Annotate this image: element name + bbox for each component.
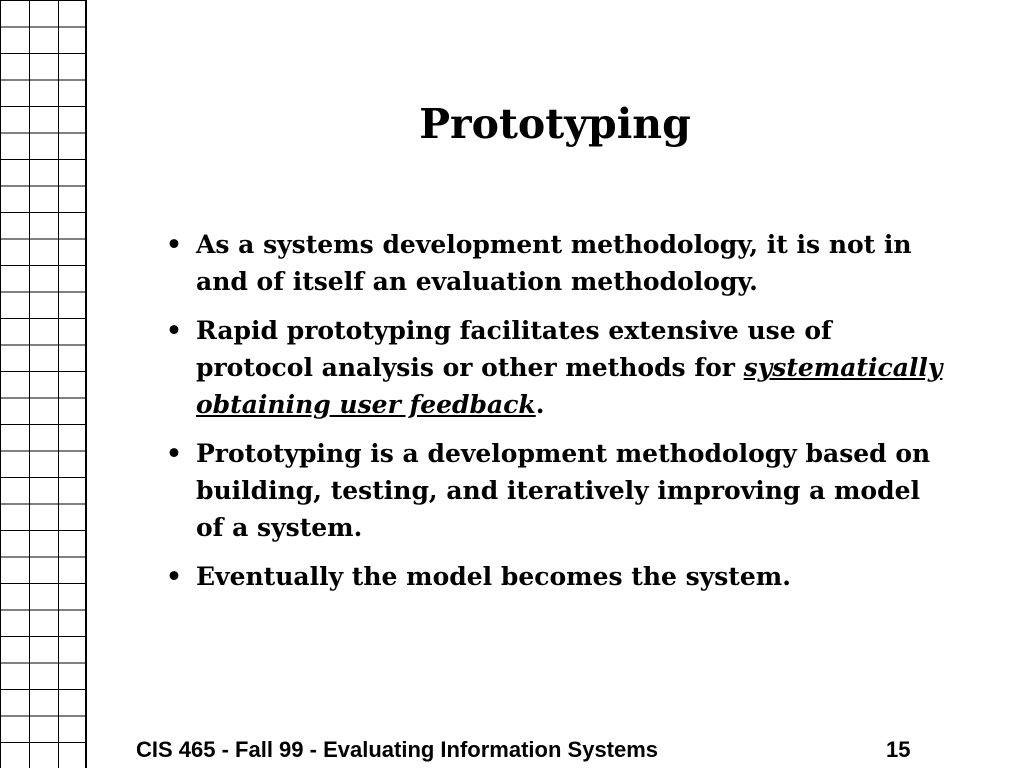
bullet-item-1 [164, 226, 954, 300]
bullet-icon: • [166, 562, 182, 591]
decorative-grid-strip [0, 0, 86, 768]
bullet-text: As a systems development methodology, it is not in and of itself an evaluation methodology. [196, 230, 912, 296]
bullet-item-3 [164, 435, 954, 546]
slide-title: Prototyping [419, 100, 691, 148]
bullet-text: Prototyping is a development methodology based on building, testing, and iteratively improving a model of a system. [196, 439, 931, 542]
bullet-item-2 [164, 312, 954, 423]
bullet-text: Eventually the model becomes the system. [196, 562, 791, 591]
bullet-icon: • [166, 439, 182, 468]
bullet-item-4 [164, 558, 954, 595]
bullet-text: Rapid prototyping facilitates extensive use of protocol analysis or other methods for [196, 316, 832, 382]
bullet-text-end: . [535, 390, 545, 419]
bullet-icon: • [166, 316, 182, 345]
bullet-list [164, 226, 954, 607]
bullet-emphasis-text: systematically obtaining user feedback [196, 353, 943, 419]
bullet-icon: • [166, 230, 182, 259]
footer-page-number: 15 [886, 737, 911, 762]
grid-strip-border [85, 0, 87, 768]
footer-course-title: CIS 465 - Fall 99 - Evaluating Information Systems [136, 737, 659, 762]
